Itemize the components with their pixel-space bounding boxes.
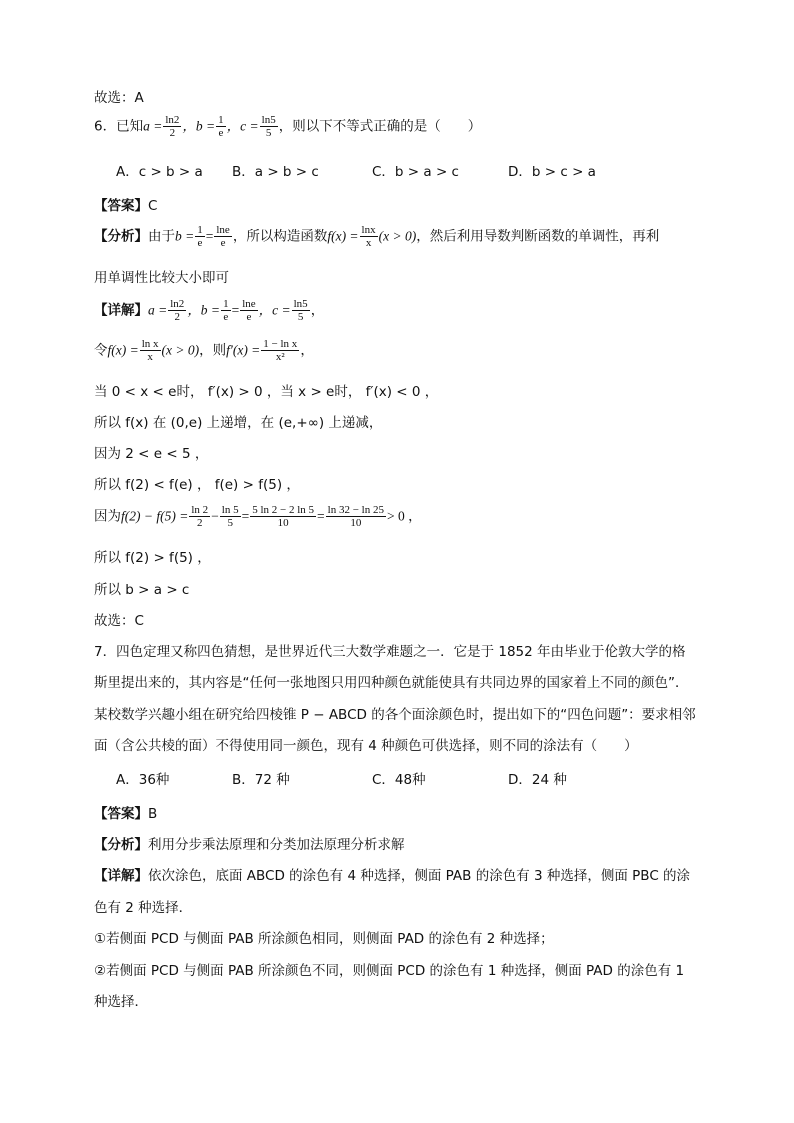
frac-1-e: $\frac{1}{e}$ <box>197 224 203 249</box>
q7-analysis: 【分析】利用分步乘法原理和分类加法原理分析求解 <box>94 837 405 853</box>
q6-answer <box>94 194 157 214</box>
q6-detail-line8: 所以 f(2) > f(5) ， <box>94 550 211 566</box>
analysis-tag: 【分析】 <box>94 228 148 245</box>
q6-detail-line4: 所以 f(x) 在 (0,e) 上递增，在 (e,+∞) 上递减， <box>94 415 383 431</box>
answer-value: C <box>148 198 158 214</box>
q6-tail: ，则以下不等式正确的是（ ） <box>278 118 482 135</box>
q6-number: 6．已知 <box>94 118 144 135</box>
q6-a: a = <box>143 118 163 134</box>
q6-detail-line7: 因为f(2) − f(5) = $\frac{\ln 2}{2}$ − $\frac{\ln 5}{5}$ = $\frac{5 \ln 2 - 2 \ln 5}{10}$ = $\frac{\ln 32 - \ln 25}{10}$ > 0 ， <box>94 504 422 529</box>
q7-option-c: C．48种 <box>372 772 426 788</box>
frac-lne-e: $\frac{\ln e}{e}$ <box>216 224 230 249</box>
q6-option-b: B．a > b > c <box>232 164 319 180</box>
q7-answer: 【答案】B <box>94 806 158 822</box>
q6-a-frac: $\frac{\ln 2}{2}$ <box>165 114 180 139</box>
prev-answer-line <box>94 86 144 106</box>
q7-detail-line4: ②若侧面 PCD 与侧面 PAB 所涂颜色不同，则侧面 PCD 的涂色有 1 种选择，侧面 PAD 的涂色有 1 <box>94 963 685 979</box>
q7-detail-line3: ①若侧面 PCD 与侧面 PAB 所涂颜色相同，则侧面 PAD 的涂色有 2 种选择； <box>94 931 554 947</box>
q7-option-d: D．24 种 <box>508 772 567 788</box>
frac-lnx-x: $\frac{\ln x}{x}$ <box>361 224 376 249</box>
q6-option-a: A．c > b > a <box>116 164 203 180</box>
q6-b-frac: $\frac{1}{e}$ <box>218 114 224 139</box>
q6-detail-line3: 当 0 < x < e时， f′(x) > 0 ，当 x > e时， f′(x) < 0 ， <box>94 384 439 400</box>
detail-tag: 【详解】 <box>94 302 148 319</box>
q7-option-a: A．36种 <box>116 772 170 788</box>
q7-detail-line2: 色有 2 种选择． <box>94 900 193 916</box>
q6-detail-line6: 所以 f(2) < f(e) ， f(e) > f(5) ， <box>94 477 300 493</box>
q6-detail-line10: 故选：C <box>94 613 144 629</box>
prev-answer-text: 故选：A <box>94 90 144 106</box>
q6-c-frac: $\frac{\ln 5}{5}$ <box>261 114 276 139</box>
q7-stem-line4: 面（含公共棱的面）不得使用同一颜色，现有 4 种颜色可供选择，则不同的涂法有（ ） <box>94 738 638 754</box>
q6-detail-line2: 令f(x) = $\frac{\text{ln x}}{x}$ (x > 0)，则f′(x) = $\frac{\text{1 − ln x}}{\text{x²}}$ ， <box>94 338 314 363</box>
q7-stem-line1: 7．四色定理又称四色猜想，是世界近代三大数学难题之一．它是于 1852 年由毕业于伦敦大学的格 <box>94 644 686 660</box>
q6-detail-line9: 所以 b > a > c <box>94 582 190 598</box>
answer-tag: 【答案】 <box>94 198 148 214</box>
q6-option-c: C．b > a > c <box>372 164 459 180</box>
q6-detail-line5: 因为 2 < e < 5 ， <box>94 446 209 462</box>
q6-c: ，c = <box>226 118 259 134</box>
q7-detail-line5: 种选择． <box>94 994 148 1010</box>
q6-option-d: D．b > c > a <box>508 164 596 180</box>
q6-b: ，b = <box>182 118 216 134</box>
q6-analysis-cont: 用单调性比较大小即可 <box>94 270 229 286</box>
q7-detail-line1: 【详解】依次涂色，底面 ABCD 的涂色有 4 种选择，侧面 PAB 的涂色有 3 种选择，侧面 PBC 的涂 <box>94 868 691 884</box>
q7-option-b: B．72 种 <box>232 772 290 788</box>
q7-stem-line2: 斯里提出来的，其内容是“任何一张地图只用四种颜色就能使具有共同边界的国家着上不同的颜色”． <box>94 675 689 691</box>
question-6-stem <box>94 114 481 139</box>
q6-detail-line1: 【详解】a = $\frac{\ln 2}{2}$ ，b = $\frac{1}{e}$ = $\frac{\ln e}{e}$ ，c = $\frac{\ln 5}{5}$ ， <box>94 298 325 323</box>
q7-stem-line3: 某校数学兴趣小组在研究给四棱锥 P − ABCD 的各个面涂颜色时，提出如下的“四色问题”：要求相邻 <box>94 707 696 723</box>
q6-analysis: 【分析】由于b = $\frac{1}{e}$ = $\frac{\ln e}{e}$ ，所以构造函数f(x) = $\frac{\ln x}{x}$ (x > 0)，然后利用导数判断函数的单调性，再利 <box>94 224 660 249</box>
